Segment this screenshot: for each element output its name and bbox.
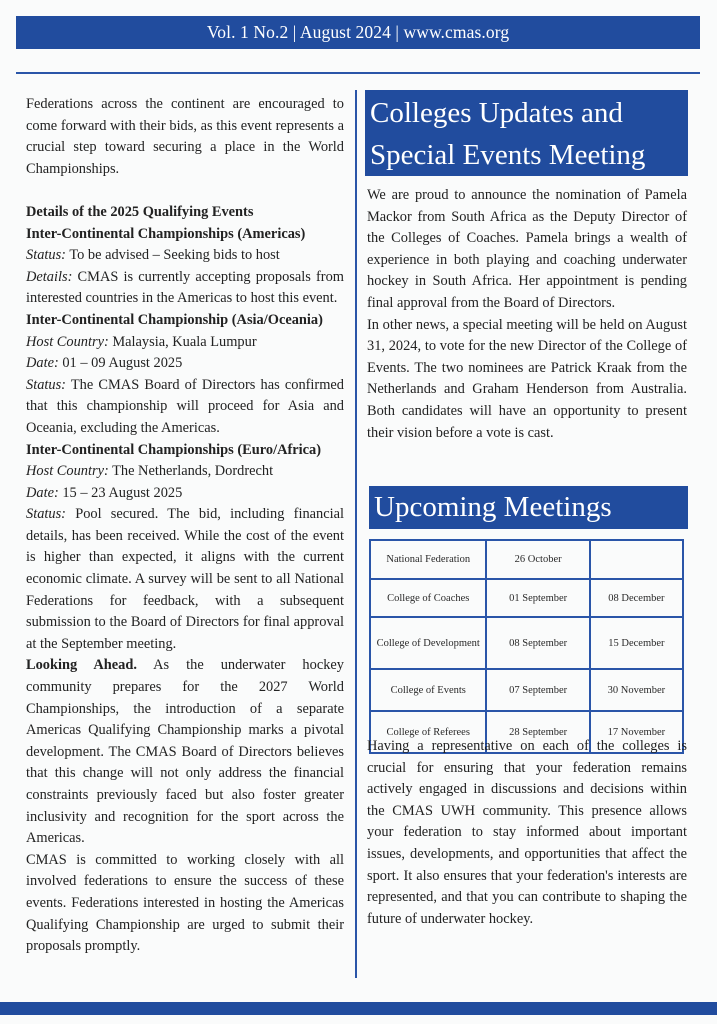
event-title-asia-oceania: Inter-Continental Championship (Asia/Oceania) bbox=[26, 311, 323, 328]
masthead-banner bbox=[16, 16, 700, 49]
top-divider bbox=[16, 72, 700, 74]
meeting-date-2: 17 November bbox=[590, 711, 683, 753]
meeting-date-1: 08 September bbox=[486, 617, 589, 669]
event-title-americas: Inter-Continental Championships (Americas) bbox=[26, 225, 306, 242]
event-americas-details: Details: CMAS is currently accepting proposals from interested countries in the Americas to host this event. bbox=[26, 268, 344, 307]
meeting-date-1: 01 September bbox=[486, 579, 589, 617]
table-row bbox=[370, 617, 683, 669]
table-row bbox=[370, 579, 683, 617]
meeting-name: College of Events bbox=[370, 669, 486, 711]
event-title-euro-africa: Inter-Continental Championships (Euro/Africa) bbox=[26, 441, 322, 458]
upcoming-meetings-heading: Upcoming Meetings bbox=[369, 486, 688, 529]
event-euro-date: Date: 15 – 23 August 2025 bbox=[26, 484, 183, 501]
nomination-paragraph: We are proud to announce the nomination of Pamela Mackor from South Africa as the Deputy Director of the Colleges of Coaches. Pamela brings a wealth of experience in both playing and coaching underwater hockey in South Africa. Her appointment is pending final approval from the Board of Directors. bbox=[367, 187, 687, 311]
event-euro-host: Host Country: The Netherlands, Dordrecht bbox=[26, 463, 274, 480]
meeting-date-2: 08 December bbox=[590, 579, 683, 617]
table-row bbox=[370, 669, 683, 711]
left-column bbox=[26, 94, 344, 958]
intro-paragraph: Federations across the continent are encouraged to come forward with their bids, as this event represents a crucial step toward securing a place in the World Championships. bbox=[26, 96, 344, 177]
event-asia-date: Date: 01 – 09 August 2025 bbox=[26, 355, 183, 372]
column-divider bbox=[355, 90, 357, 978]
meeting-date-1: 07 September bbox=[486, 669, 589, 711]
meeting-date-2 bbox=[590, 540, 683, 579]
colleges-updates-heading: Colleges Updates and Special Events Meeting bbox=[365, 90, 688, 176]
meeting-name: College of Development bbox=[370, 617, 486, 669]
meeting-date-1: 28 September bbox=[486, 711, 589, 753]
meetings-table bbox=[369, 539, 684, 754]
masthead-text: Vol. 1 No.2 | August 2024 | www.cmas.org bbox=[206, 22, 510, 42]
footer-bar bbox=[0, 1002, 717, 1015]
event-americas-status: Status: To be advised – Seeking bids to host bbox=[26, 247, 280, 264]
meeting-date-2: 30 November bbox=[590, 669, 683, 711]
table-row bbox=[370, 540, 683, 579]
event-asia-status: Status: The CMAS Board of Directors has confirmed that this championship will proceed for Asia and Oceania, excluding the Americas. bbox=[26, 376, 344, 436]
looking-ahead-paragraph: Looking Ahead. As the underwater hockey community prepares for the 2027 World Championships, the introduction of a separate Americas Qualifying Championship marks a pivotal development. The CMAS Board of Directors believes that this change will not only address the financial constraints previously faced but also foster greater inclusivity and recognition for the sport across the Americas. bbox=[26, 657, 344, 847]
right-column-bottom bbox=[367, 736, 687, 930]
event-euro-status: Status: Pool secured. The bid, including financial details, has been received. While the cost of the event is higher than expected, it aligns with the current economic climate. A survey will be sent to all National Federations for feedback, with a subsequent submission to the Board of Directors for final approval at the September meeting. bbox=[26, 506, 344, 652]
details-heading: Details of the 2025 Qualifying Events bbox=[26, 203, 254, 220]
closing-paragraph: CMAS is committed to working closely with all involved federations to ensure the success of these events. Federations interested in hosting the Americas Qualifying Championship are urged to submit their proposals promptly. bbox=[26, 851, 344, 955]
event-asia-host: Host Country: Malaysia, Kuala Lumpur bbox=[26, 333, 257, 350]
meeting-date-2: 15 December bbox=[590, 617, 683, 669]
meeting-date-1: 26 October bbox=[486, 540, 589, 579]
representation-paragraph: Having a representative on each of the colleges is crucial for ensuring that your federation remains actively engaged in discussions and decisions within the CMAS UWH community. This presence allows your federation to stay informed about important issues, developments, and opportunities that affect the sport. It also ensures that your federation's interests are represented, and that you can contribute to shaping the future of underwater hockey. bbox=[367, 738, 687, 927]
special-meeting-paragraph: In other news, a special meeting will be held on August 31, 2024, to vote for the new Director of the College of Events. The two nominees are Patrick Kraak from the Netherlands and Graham Henderson from Australia. Both candidates will have an opportunity to present their vision before a vote is cast. bbox=[367, 316, 687, 441]
right-column-top bbox=[367, 185, 687, 444]
meeting-name: College of Referees bbox=[370, 711, 486, 753]
meeting-name: College of Coaches bbox=[370, 579, 486, 617]
meeting-name: National Federation bbox=[370, 540, 486, 579]
